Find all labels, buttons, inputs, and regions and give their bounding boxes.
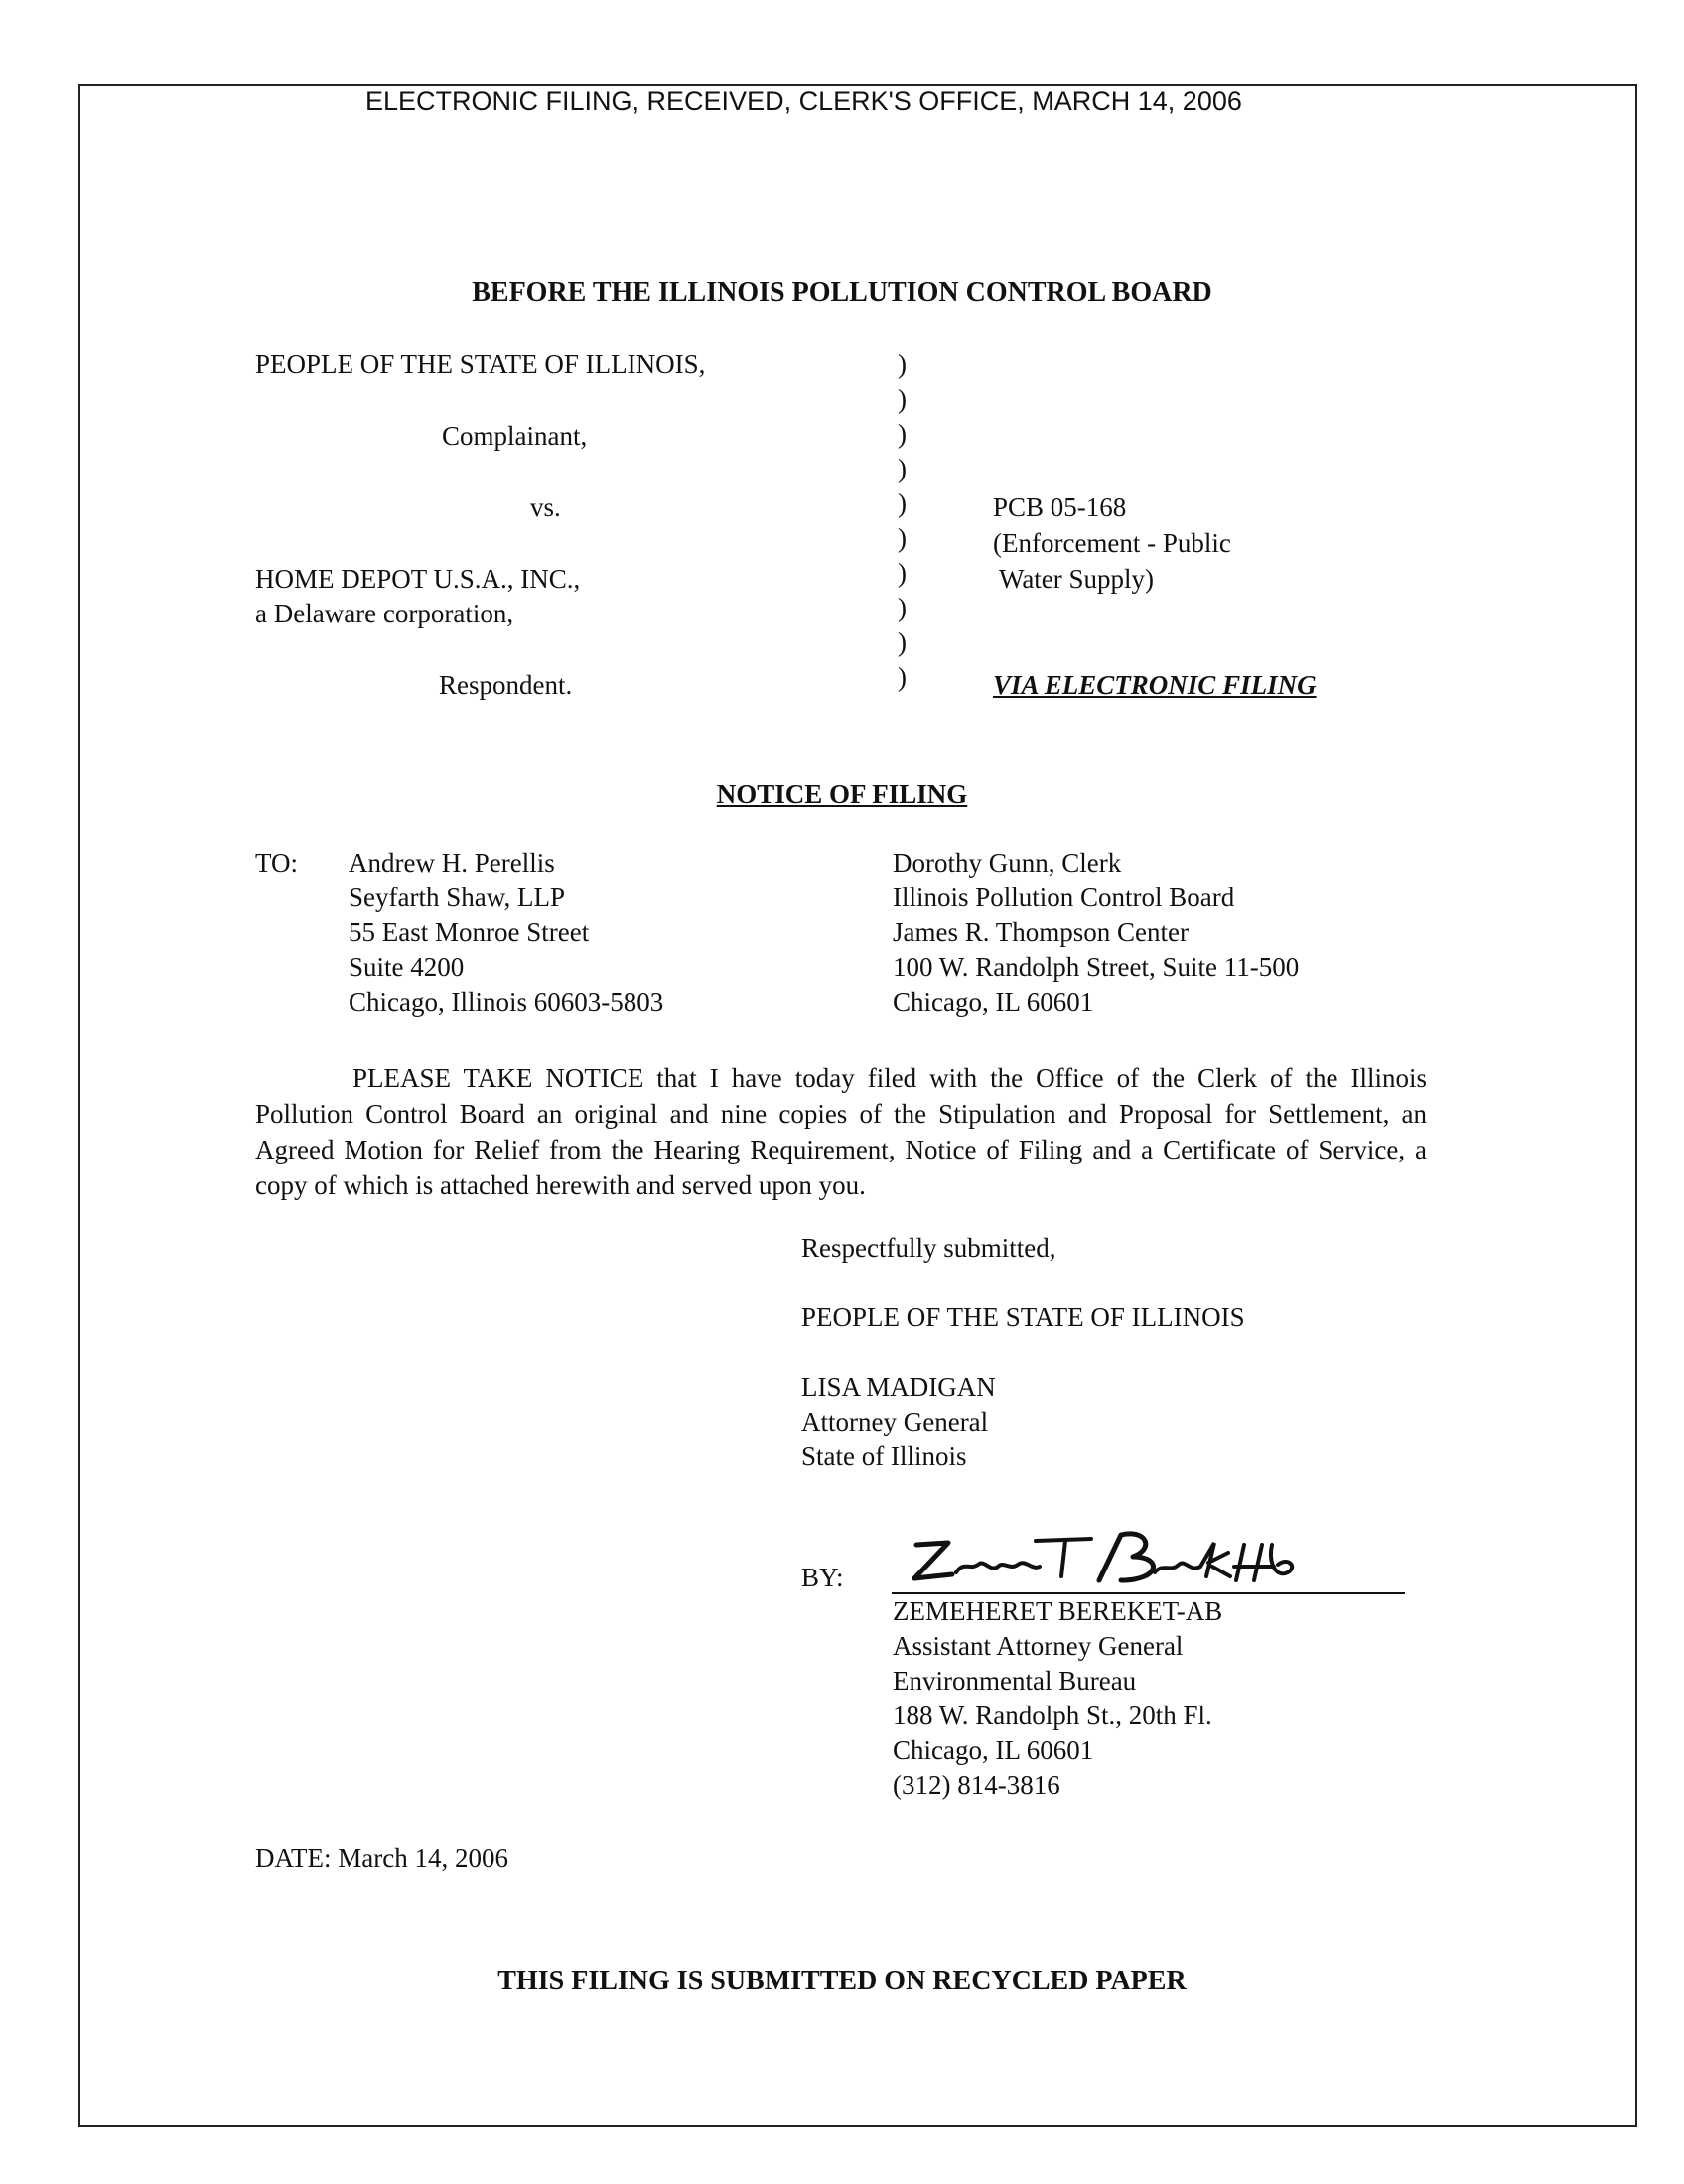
signatory-line: Chicago, IL 60601 xyxy=(893,1735,1094,1765)
paren: ) xyxy=(898,349,907,379)
versus-label: vs. xyxy=(530,492,561,522)
recipient-right-line: Dorothy Gunn, Clerk xyxy=(893,848,1122,878)
complainant-name: PEOPLE OF THE STATE OF ILLINOIS, xyxy=(255,349,706,379)
notice-paragraph: PLEASE TAKE NOTICE that I have today filed with the Office of the Clerk of the Illinois Pollution Control Board an original and nine copies of the Stipulation and Proposal for Settlement, an Agreed Motion for Relief from the Hearing Requirement, Notice of Filing and a Certificate of Service, a copy of which is attached herewith and served upon you. xyxy=(255,1063,1427,1200)
paren: ) xyxy=(898,523,907,553)
paren: ) xyxy=(898,662,907,692)
recipient-left-line: Chicago, Illinois 60603-5803 xyxy=(349,987,664,1017)
attorney-general-title: Attorney General xyxy=(801,1407,989,1436)
board-title: BEFORE THE ILLINOIS POLLUTION CONTROL BOARD xyxy=(472,277,1212,308)
paren: ) xyxy=(898,627,907,657)
respondent-name: HOME DEPOT U.S.A., INC., xyxy=(255,564,581,594)
recipient-right-line: Illinois Pollution Control Board xyxy=(893,883,1235,912)
filing-method: VIA ELECTRONIC FILING xyxy=(993,670,1317,700)
recipient-left-line: Suite 4200 xyxy=(349,952,465,982)
recipient-right-line: Chicago, IL 60601 xyxy=(893,987,1094,1017)
recipient-left-line: Andrew H. Perellis xyxy=(349,848,555,878)
paren: ) xyxy=(898,488,907,518)
recycled-paper-footer: THIS FILING IS SUBMITTED ON RECYCLED PAPER xyxy=(497,1966,1187,1996)
complainant-role: Complainant, xyxy=(442,421,588,451)
by-label: BY: xyxy=(801,1563,844,1592)
signatory-line: (312) 814-3816 xyxy=(893,1770,1060,1800)
attorney-general-state: State of Illinois xyxy=(801,1441,967,1471)
case-type-line2: Water Supply) xyxy=(999,564,1155,594)
case-number: PCB 05-168 xyxy=(993,492,1127,522)
signatory-line: ZEMEHERET BEREKET-AB xyxy=(893,1596,1223,1626)
paren: ) xyxy=(898,593,907,622)
caption-parens xyxy=(898,347,907,695)
case-type-line1: (Enforcement - Public xyxy=(993,528,1231,558)
respondent-description: a Delaware corporation, xyxy=(255,599,514,628)
recipient-left-line: 55 East Monroe Street xyxy=(349,917,590,947)
signatory-line: Assistant Attorney General xyxy=(893,1631,1184,1661)
signatory-line: Environmental Bureau xyxy=(893,1666,1137,1696)
respondent-role: Respondent. xyxy=(439,670,573,700)
attorney-general-name: LISA MADIGAN xyxy=(801,1372,996,1402)
paren: ) xyxy=(898,419,907,449)
paren: ) xyxy=(898,558,907,588)
paren: ) xyxy=(898,384,907,414)
paren: ) xyxy=(898,454,907,483)
to-label: TO: xyxy=(255,848,299,878)
respectfully-submitted: Respectfully submitted, xyxy=(801,1233,1056,1263)
notice-heading: NOTICE OF FILING xyxy=(716,779,968,809)
handwritten-signature xyxy=(887,1527,1304,1596)
recipient-left-line: Seyfarth Shaw, LLP xyxy=(349,883,565,912)
signatory-line: 188 W. Randolph St., 20th Fl. xyxy=(893,1701,1212,1730)
recipient-right-line: 100 W. Randolph Street, Suite 11-500 xyxy=(893,952,1300,982)
party-name: PEOPLE OF THE STATE OF ILLINOIS xyxy=(801,1302,1245,1332)
recipient-right-line: James R. Thompson Center xyxy=(893,917,1189,947)
filing-stamp: ELECTRONIC FILING, RECEIVED, CLERK'S OFFICE, MARCH 14, 2006 xyxy=(365,86,1242,116)
date-line: DATE: March 14, 2006 xyxy=(255,1843,508,1873)
